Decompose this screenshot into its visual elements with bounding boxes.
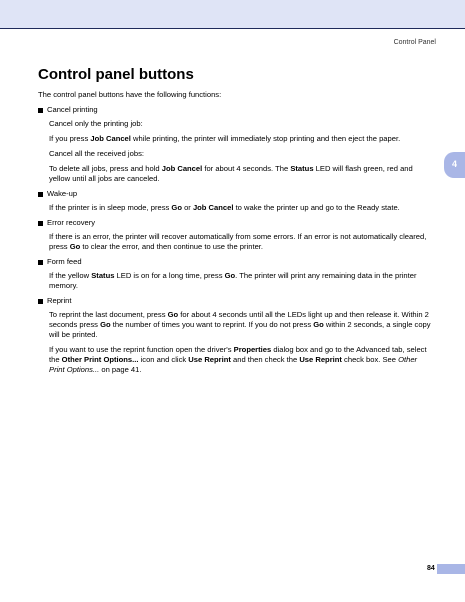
bullet-item-error <box>38 218 434 228</box>
square-bullet-icon <box>38 260 43 265</box>
intro-text: The control panel buttons have the following functions: <box>38 90 222 99</box>
cross-reference-link[interactable]: Other Print Options... <box>49 355 418 374</box>
square-bullet-icon <box>38 299 43 304</box>
cancel-all-text: To delete all jobs, press and hold Job Cancel for about 4 seconds. The Status LED will flash green, red and yellow until all jobs are canceled. <box>49 164 413 183</box>
header-band <box>0 0 465 28</box>
item-label: Error recovery <box>47 218 96 227</box>
square-bullet-icon <box>38 192 43 197</box>
cancel-only-text: If you press Job Cancel while printing, the printer will immediately stop printing and then eject the paper. <box>49 134 401 143</box>
wakeup-text: If the printer is in sleep mode, press Go or Job Cancel to wake the printer up and go to the Ready state. <box>49 203 400 212</box>
reprint-text-2: If you want to use the reprint function open the driver's Properties dialog box and go to the Advanced tab, select the Other Print Options... icon and click Use Reprint and then check the Use Reprint check box. See Other Print Options... on page 41. <box>49 345 427 374</box>
formfeed-text: If the yellow Status LED is on for a long time, press Go. The printer will print any remaining data in the printer memory. <box>49 271 417 290</box>
item-label: Reprint <box>47 296 72 305</box>
square-bullet-icon <box>38 221 43 226</box>
running-header: Control Panel <box>393 39 436 46</box>
bullet-item-reprint <box>38 296 434 306</box>
bullet-item-wakeup <box>38 189 434 199</box>
footer-bar <box>437 564 465 574</box>
chapter-number: 4 <box>451 159 457 169</box>
cancel-only-label: Cancel only the printing job: <box>49 119 143 128</box>
bullet-item-formfeed <box>38 257 434 267</box>
square-bullet-icon <box>38 108 43 113</box>
header-rule <box>0 28 465 29</box>
item-label: Cancel printing <box>47 105 98 114</box>
cancel-all-label: Cancel all the received jobs: <box>49 149 144 158</box>
item-label: Wake-up <box>47 189 78 198</box>
content <box>38 90 434 380</box>
page-title: Control panel buttons <box>38 66 194 83</box>
error-text: If there is an error, the printer will recover automatically from some errors. If an error is not automatically cleared, press Go to clear the error, and then continue to use the printer. <box>49 232 427 251</box>
reprint-text-1: To reprint the last document, press Go for about 4 seconds until all the LEDs light up and then release it. Within 2 seconds press Go the number of times you want to reprint. If you do not press Go within 2 seconds, a single copy will be printed. <box>49 310 431 339</box>
item-label: Form feed <box>47 257 82 266</box>
bullet-item-cancel <box>38 105 434 115</box>
chapter-tab <box>444 152 465 178</box>
page-number: 84 <box>427 565 435 572</box>
